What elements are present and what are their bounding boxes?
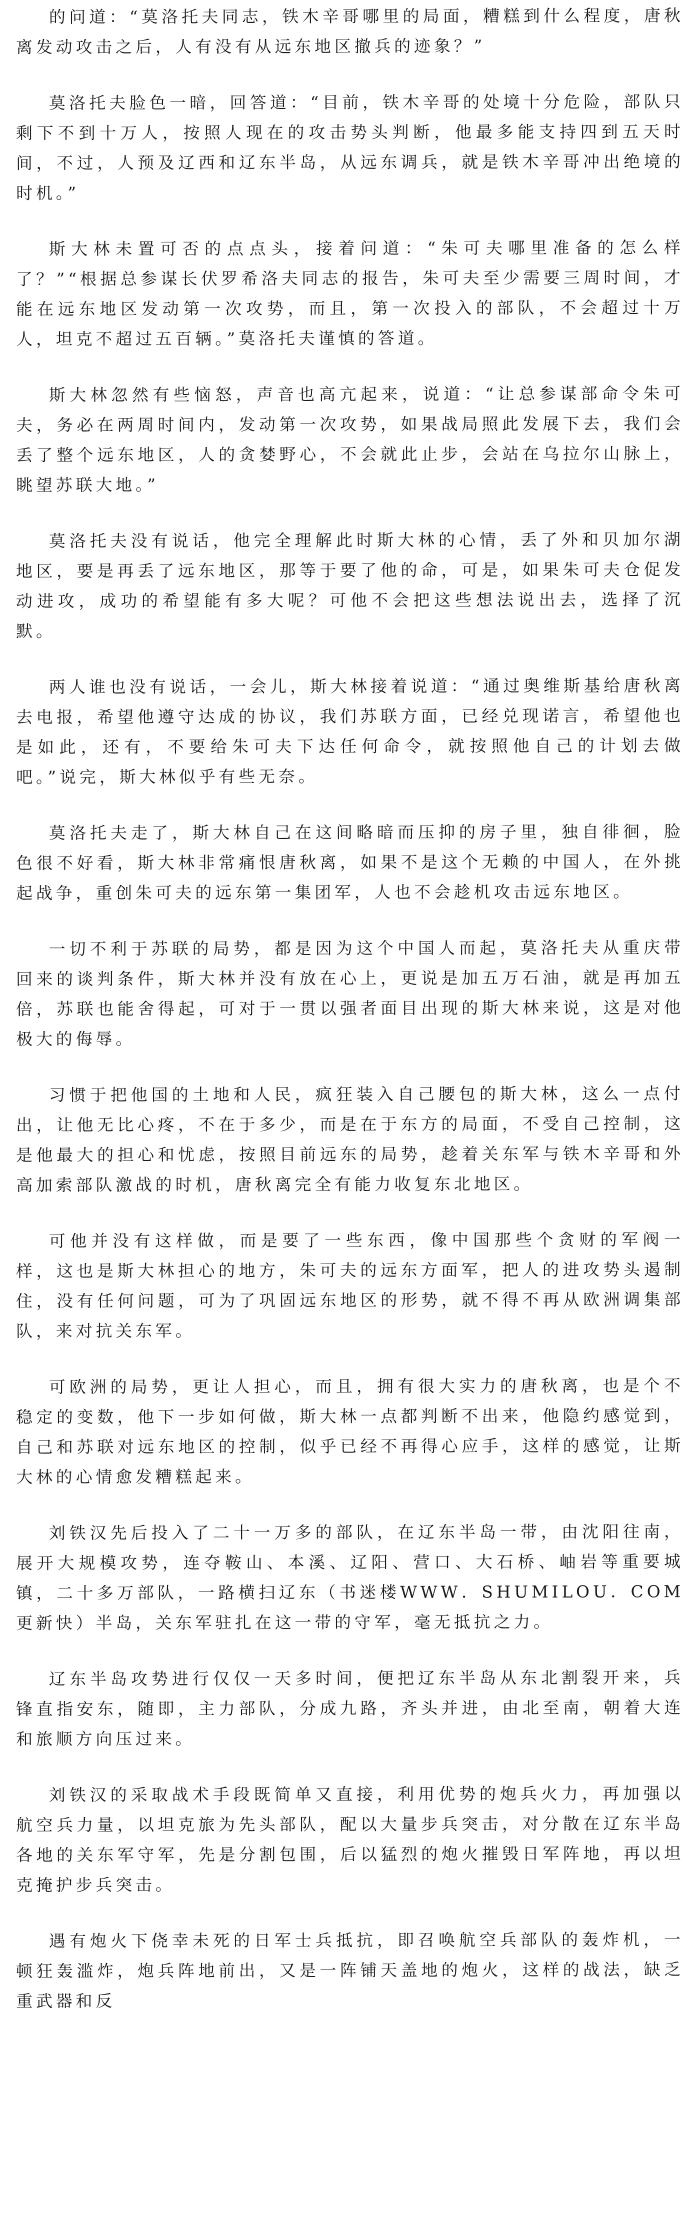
paragraph-11: 可欧洲的局势，更让人担心，而且，拥有很大实力的唐秋离，也是个不稳定的变数，他下一步如何做，斯大林一点都判断不出来，他隐约感觉到，自己和苏联对远东地区的控制，似乎已经不再得心应手，这样的感觉，让斯大林的心情愈发糟糕起来。 <box>15 1376 685 1487</box>
paragraph-13: 辽东半岛攻势进行仅仅一天多时间，便把辽东半岛从东北割裂开来，兵锋直指安东，随即，主力部队，分成九路，齐头并进，由北至南，朝着大连和旅顺方向压过来。 <box>15 1668 685 1749</box>
paragraph-2: 莫洛托夫脸色一暗，回答道：“目前，铁木辛哥的处境十分危险，部队只剩下不到十万人，按照人现在的攻击势头判断，他最多能支持四到五天时间，不过，人预及辽西和辽东半岛，从远东调兵，就是铁木辛哥冲出绝境的时机。” <box>15 92 685 203</box>
paragraph-1: 的问道：“莫洛托夫同志，铁木辛哥哪里的局面，糟糕到什么程度，唐秋离发动攻击之后，人有没有从远东地区撤兵的迹象？” <box>16 6 684 57</box>
paragraph-10: 可他并没有这样做，而是要了一些东西，像中国那些个贪财的军阀一样，这也是斯大林担心的地方，朱可夫的远东方面军，把人的进攻势头遏制住，没有任何问题，可为了巩固远东地区的形势，就不得不再从欧洲调集部队，来对抗关东军。 <box>15 1230 685 1341</box>
paragraph-4: 斯大林忽然有些恼怒，声音也高亢起来，说道：“让总参谋部命令朱可夫，务必在两周时间内，发动第一次攻势，如果战局照此发展下去，我们会丢了整个远东地区，人的贪婪野心，不会就此止步，会站在乌拉尔山脉上，眺望苏联大地。” <box>15 384 685 495</box>
paragraph-15: 遇有炮火下侥幸未死的日军士兵抵抗，即召唤航空兵部队的轰炸机，一顿狂轰滥炸，炮兵阵地前出，又是一阵铺天盖地的炮火，这样的战法，缺乏重武器和反 <box>15 1930 685 2011</box>
paragraph-3: 斯大林未置可否的点点头，接着问道：“朱可夫哪里准备的怎么样了？”“根据总参谋长伏罗希洛夫同志的报告，朱可夫至少需要三周时间，才能在远东地区发动第一次攻势，而且，第一次投入的部队，不会超过十万人，坦克不超过五百辆。”莫洛托夫谨慎的答道。 <box>15 238 685 349</box>
paragraph-14: 刘铁汉的采取战术手段既简单又直接，利用优势的炮兵火力，再加强以航空兵力量，以坦克旅为先头部队，配以大量步兵突击，对分散在辽东半岛各地的关东军守军，先是分割包围，后以猛烈的炮火摧毁日军阵地，再以坦克掩护步兵突击。 <box>15 1784 685 1895</box>
paragraph-7: 莫洛托夫走了，斯大林自己在这间略暗而压抑的房子里，独自徘徊，脸色很不好看，斯大林非常痛恨唐秋离，如果不是这个无赖的中国人，在外挑起战争，重创朱可夫的远东第一集团军，人也不会趁机攻击远东地区。 <box>15 822 685 903</box>
paragraph-5: 莫洛托夫没有说话，他完全理解此时斯大林的心情，丢了外和贝加尔湖地区，要是再丢了远东地区，那等于要了他的命，可是，如果朱可夫仓促发动进攻，成功的希望能有多大呢？可他不会把这些想法说出去，选择了沉默。 <box>15 530 685 641</box>
paragraph-6: 两人谁也没有说话，一会儿，斯大林接着说道：“通过奥维斯基给唐秋离去电报，希望他遵守达成的协议，我们苏联方面，已经兑现诺言，希望他也是如此，还有，不要给朱可夫下达任何命令，就按照他自己的计划去做吧。”说完，斯大林似乎有些无奈。 <box>15 676 685 787</box>
paragraph-8: 一切不利于苏联的局势，都是因为这个中国人而起，莫洛托夫从重庆带回来的谈判条件，斯大林并没有放在心上，更说是加五万石油，就是再加五倍，苏联也能舍得起，可对于一贯以强者面目出现的斯大林来说，这是对他极大的侮辱。 <box>15 938 685 1049</box>
paragraph-9: 习惯于把他国的土地和人民，疯狂装入自己腰包的斯大林，这么一点付出，让他无比心疼，不在于多少，而是在于东方的局面，不受自己控制，这是他最大的担心和忧虑，按照目前远东的局势，趁着关东军与铁木辛哥和外高加索部队激战的时机，唐秋离完全有能力收复东北地区。 <box>15 1084 685 1195</box>
paragraph-12: 刘铁汉先后投入了二十一万多的部队，在辽东半岛一带，由沈阳往南，展开大规模攻势，连夺鞍山、本溪、辽阳、营口、大石桥、岫岩等重要城镇，二十多万部队，一路横扫辽东（书迷楼WWW．SHUMILOU．COM更新快）半岛，关东军驻扎在这一带的守军，毫无抵抗之力。 <box>15 1522 685 1633</box>
